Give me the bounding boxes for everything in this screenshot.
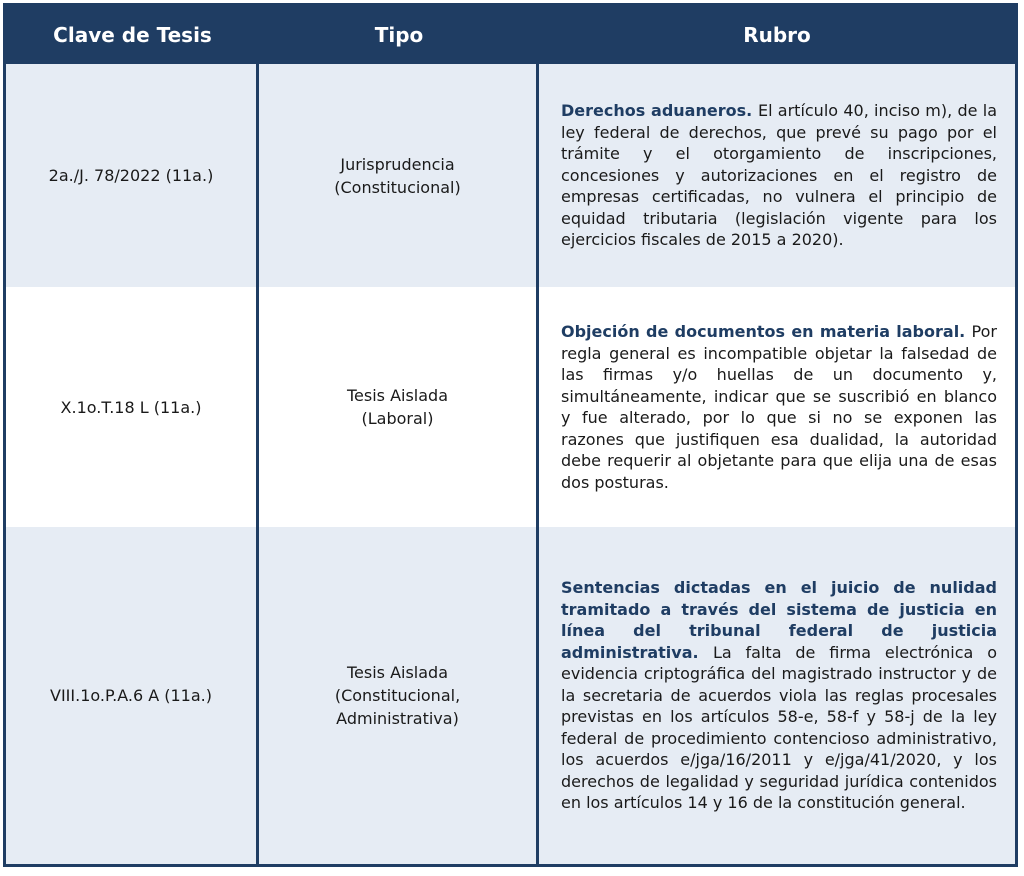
rubro-body: El artículo 40, inciso m), de la ley federal de derechos, que prevé su pago por el trámite y el otorgamiento de inscripciones, concesiones y autorizaciones en el registro de empresas certificadas, no vulnera el principio de equidad tributaria (legislación vigente para los ejercicios fiscales de 2015 a 2020). bbox=[561, 101, 997, 250]
rubro-body: Por regla general es incompatible objetar la falsedad de las firmas y/o huellas de un documento y, simultáneamente, indicar que se suscribió en blanco y fue alterado, por lo que si no se exponen las razones que justifiquen esa dualidad, la autoridad debe requerir al objetante para que elija una de esas dos posturas. bbox=[561, 322, 997, 492]
tesis-table bbox=[3, 3, 1018, 867]
table-row bbox=[6, 287, 1015, 527]
table-header bbox=[6, 6, 1015, 64]
rubro-title: Objeción de documentos en materia laboral. bbox=[561, 322, 972, 341]
tipo-cell bbox=[259, 64, 539, 287]
clave-cell: X.1o.T.18 L (11a.) bbox=[6, 287, 259, 527]
rubro-cell bbox=[539, 527, 1015, 864]
header-tipo: Tipo bbox=[374, 23, 424, 47]
tipo-line: (Laboral) bbox=[361, 409, 434, 428]
tipo-line: (Constitucional) bbox=[334, 177, 461, 197]
rubro-title: Sentencias dictadas en el juicio de nulidad tramitado a través del sistema de justicia en línea del tribunal federal de justicia administrativa. bbox=[561, 578, 997, 662]
tipo-line: (Constitucional, bbox=[334, 686, 461, 705]
tipo-line: Tesis Aislada bbox=[346, 663, 449, 682]
header-clave: Clave de Tesis bbox=[53, 23, 212, 47]
tipo-line: Tesis Aislada bbox=[346, 386, 449, 405]
table-row bbox=[6, 64, 1015, 287]
table-row bbox=[6, 527, 1015, 864]
rubro-body: La falta de firma electrónica o evidencia criptográfica del magistrado instructor y de la secretaria de acuerdos viola las reglas procesales previstas en los artículos 58-e, 58-f y 58-j de la ley federal de procedimiento contencioso administrativo, los acuerdos e/jga/16/2011 y e/jga/41/2020, y los derechos de legalidad y seguridad jurídica contenidos en los artículos 14 y 16 de la constitución general. bbox=[561, 642, 997, 813]
clave-cell: VIII.1o.P.A.6 A (11a.) bbox=[6, 527, 259, 864]
tipo-line: Administrativa) bbox=[336, 709, 459, 728]
clave-cell: 2a./J. 78/2022 (11a.) bbox=[6, 64, 259, 287]
rubro-title: Derechos aduaneros. bbox=[561, 101, 758, 121]
tipo-line: Jurisprudencia bbox=[340, 154, 455, 174]
header-rubro: Rubro bbox=[743, 23, 811, 47]
rubro-cell bbox=[539, 287, 1015, 527]
rubro-cell bbox=[539, 64, 1015, 287]
tipo-cell bbox=[259, 527, 539, 864]
tipo-cell bbox=[259, 287, 539, 527]
